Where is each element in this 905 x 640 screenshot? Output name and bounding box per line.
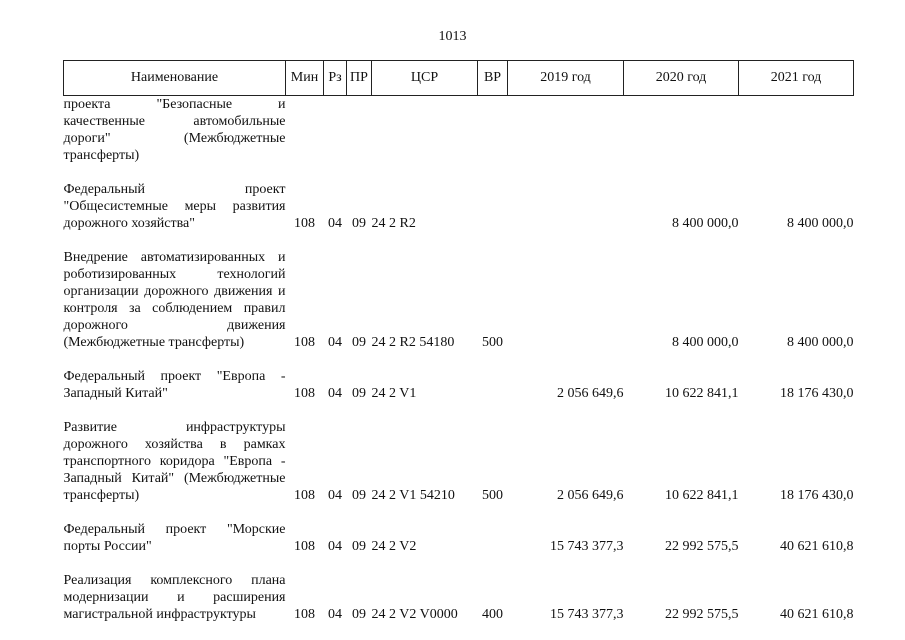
row-pr: 09 <box>352 216 366 231</box>
row-2019 <box>508 164 624 232</box>
row-2020: 10 622 841,1 <box>665 488 739 503</box>
header-2019: 2019 год <box>508 61 624 96</box>
row-2021: 8 400 000,0 <box>787 335 854 350</box>
row-pr: 09 <box>352 386 366 401</box>
row-vr: 500 <box>482 488 503 503</box>
row-csr: 24 2 V2 V0000 <box>371 607 458 622</box>
row-pr: 09 <box>352 488 366 503</box>
row-2021: 40 621 610,8 <box>780 607 854 622</box>
row-2019: 2 056 649,6 <box>557 386 624 401</box>
table-row <box>64 164 854 232</box>
row-2020: 22 992 575,5 <box>665 607 739 622</box>
row-pr: 09 <box>352 539 366 554</box>
header-csr: ЦСР <box>372 61 478 96</box>
header-pr: ПР <box>347 61 372 96</box>
row-vr <box>478 351 508 402</box>
row-rz: 04 <box>328 607 342 622</box>
row-name: проекта "Безопасные и качественные автомобильные дороги" (Межбюджетные трансферты) <box>63 97 286 163</box>
row-2021: 18 176 430,0 <box>780 386 854 401</box>
row-min: 108 <box>294 539 315 554</box>
row-2021: 8 400 000,0 <box>787 216 854 231</box>
row-name: Федеральный проект "Морские порты России" <box>63 522 286 554</box>
header-name: Наименование <box>64 61 286 96</box>
row-rz: 04 <box>328 386 342 401</box>
row-rz <box>324 96 347 165</box>
row-min: 108 <box>294 335 315 350</box>
row-vr: 400 <box>482 607 503 622</box>
row-2020: 10 622 841,1 <box>665 386 739 401</box>
row-name: Реализация комплексного плана модернизации и расширения магистральной инфраструктуры <box>63 573 286 622</box>
row-pr: 09 <box>352 335 366 350</box>
row-2019 <box>508 96 624 165</box>
row-2021: 18 176 430,0 <box>780 488 854 503</box>
row-vr <box>478 504 508 555</box>
table-row <box>64 96 854 165</box>
table-row <box>64 351 854 402</box>
header-2021: 2021 год <box>739 61 854 96</box>
header-min: Мин <box>286 61 324 96</box>
row-vr: 500 <box>482 335 503 350</box>
row-rz: 04 <box>328 335 342 350</box>
row-min: 108 <box>294 216 315 231</box>
row-2020: 8 400 000,0 <box>672 335 739 350</box>
row-pr <box>347 96 372 165</box>
row-rz: 04 <box>328 216 342 231</box>
row-pr: 09 <box>352 607 366 622</box>
row-2021: 40 621 610,8 <box>780 539 854 554</box>
table-row <box>64 232 854 351</box>
row-min: 108 <box>294 607 315 622</box>
row-csr: 24 2 R2 <box>371 216 416 231</box>
row-2019: 15 743 377,3 <box>550 539 624 554</box>
header-vr: ВР <box>478 61 508 96</box>
table-row <box>64 402 854 504</box>
row-rz: 04 <box>328 488 342 503</box>
row-2020: 8 400 000,0 <box>672 216 739 231</box>
row-name: Федеральный проект "Европа - Западный Китай" <box>63 369 286 401</box>
table-row <box>64 504 854 555</box>
row-2019 <box>508 232 624 351</box>
row-vr <box>478 164 508 232</box>
row-rz: 04 <box>328 539 342 554</box>
row-name: Внедрение автоматизированных и роботизированных технологий организации дорожного движения и контроля за соблюдением правил дорожного движения (Межбюджетные трансферты) <box>63 250 286 350</box>
budget-table <box>63 60 854 623</box>
row-min: 108 <box>294 488 315 503</box>
header-2020: 2020 год <box>624 61 739 96</box>
row-csr <box>372 96 478 165</box>
row-min <box>286 96 324 165</box>
row-2020: 22 992 575,5 <box>665 539 739 554</box>
table-header <box>64 61 854 96</box>
row-csr: 24 2 V2 <box>371 539 417 554</box>
row-2019: 15 743 377,3 <box>550 607 624 622</box>
row-name: Федеральный проект "Общесистемные меры развития дорожного хозяйства" <box>63 182 286 231</box>
row-2019: 2 056 649,6 <box>557 488 624 503</box>
row-2020 <box>624 96 739 165</box>
table-row <box>64 555 854 623</box>
row-csr: 24 2 R2 54180 <box>371 335 455 350</box>
header-rz: Рз <box>324 61 347 96</box>
row-name: Развитие инфраструктуры дорожного хозяйства в рамках транспортного коридора "Европа - Западный Китай" (Межбюджетные трансферты) <box>63 420 286 503</box>
row-vr <box>478 96 508 165</box>
row-csr: 24 2 V1 <box>371 386 417 401</box>
row-min: 108 <box>294 386 315 401</box>
row-csr: 24 2 V1 54210 <box>371 488 455 503</box>
page-number: 1013 <box>438 29 467 44</box>
row-2021 <box>739 96 854 165</box>
